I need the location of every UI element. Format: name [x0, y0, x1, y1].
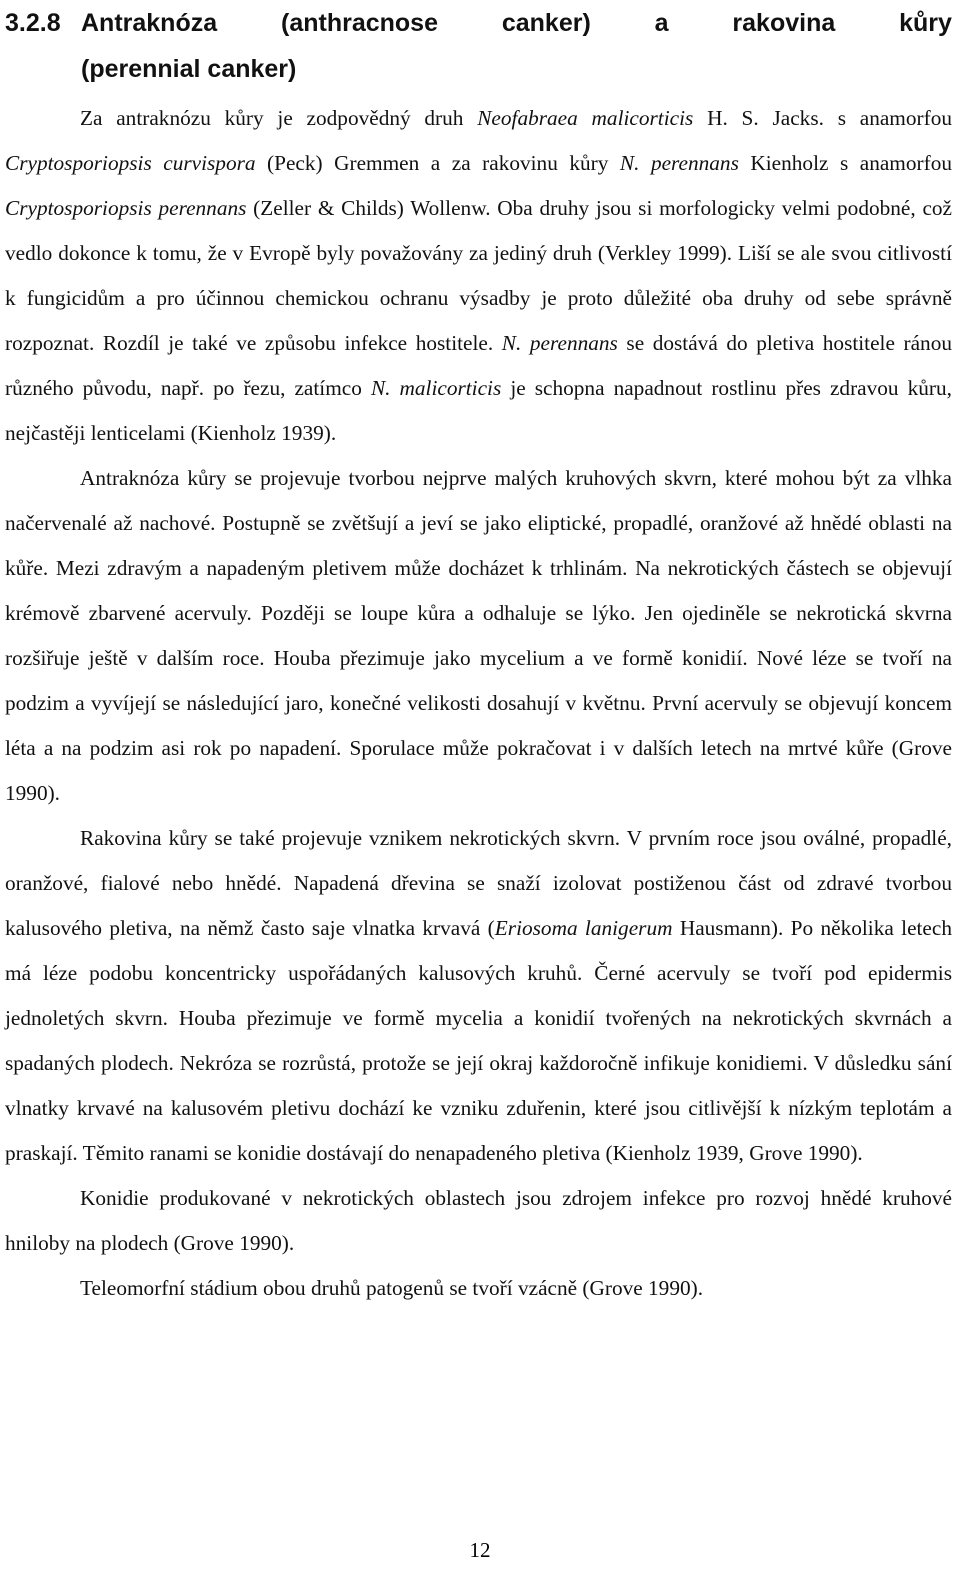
text-run: Za antraknózu kůry je zodpovědný druh — [80, 106, 478, 130]
section-number: 3.2.8 — [5, 9, 61, 37]
text-run: je schopna napadnout rostlinu přes zdravou kůru, nejčastěji lenticelami (Kienholz 1939). — [5, 376, 952, 445]
title-word: rakovina — [732, 9, 836, 37]
species-name: N. perennans — [619, 151, 739, 175]
section-heading — [5, 0, 952, 92]
text-run: Rakovina kůry se také projevuje vznikem nekrotických skvrn. V prvním roce jsou oválné, propadlé, oranžové, fialové nebo hnědé. Napadená dřevina se snaží izolovat postiženou část od zdravé tvorbou kalusového pletiva, na němž často saje vlnatka krvavá ( — [5, 826, 952, 940]
title-word: canker) — [501, 9, 591, 37]
section-title — [81, 0, 952, 92]
species-name: Eriosoma lanigerum — [494, 916, 673, 940]
paragraph-4: Konidie produkované v nekrotických oblastech jsou zdrojem infekce pro rozvoj hnědé kruhové hniloby na plodech (Grove 1990). — [5, 1186, 952, 1255]
title-word: a — [654, 9, 669, 37]
text-run: Hausmann). Po několika letech má léze podobu koncentricky uspořádaných kalusových kruhů. Černé acervuly se tvoří pod epidermis jednoletých skvrn. Houba přezimuje ve formě mycelia a konidií tvořených na nekrotických skvrnách a spadaných plodech. Nekróza se rozrůstá, protože se její okraj každoročně infikuje konidiemi. V důsledku sání vlnatky krvavé na kalusovém pletivu dochází ke vzniku zduřenin, které jsou citlivější k nízkým teplotám a praskají. Těmito ranami se konidie dostávají do nenapadeného pletiva (Kienholz 1939, Grove 1990). — [5, 916, 952, 1165]
paragraph-1 — [5, 96, 952, 456]
title-word: Antraknóza — [81, 9, 218, 37]
species-name: Neofabraea malicorticis — [477, 106, 694, 130]
text-run: H. S. Jacks. s anamorfou — [693, 106, 953, 130]
species-name: N. perennans — [501, 331, 618, 355]
species-name: Cryptosporiopsis perennans — [5, 196, 247, 220]
species-name: N. malicorticis — [370, 376, 502, 400]
text-run: Kienholz s anamorfou — [738, 151, 952, 175]
title-word: (anthracnose — [281, 9, 438, 37]
text-run: (Peck) Gremmen a za rakovinu kůry — [255, 151, 620, 175]
title-word: kůry — [899, 9, 952, 37]
species-name: Cryptosporiopsis curvispora — [5, 151, 256, 175]
section-title-line1 — [81, 0, 952, 46]
text-run: se dostává do pletiva hostitele ránou různého původu, např. po řezu, zatímco — [5, 331, 952, 400]
text-run: (Zeller & Childs) Wollenw. Oba druhy jsou si morfologicky velmi podobné, což vedlo dokonce k tomu, že v Evropě byly považovány za jediný druh (Verkley 1999). Liší se ale svou citlivostí k fungicidům a pro účinnou chemickou ochranu výsadby je proto důležité oba druhy od sebe správně rozpoznat. Rozdíl je také ve způsobu infekce hostitele. — [5, 196, 952, 355]
paragraph-3 — [5, 816, 952, 1176]
section-title-line2: (perennial canker) — [81, 55, 297, 83]
document-page — [5, 0, 952, 1311]
paragraph-2: Antraknóza kůry se projevuje tvorbou nejprve malých kruhových skvrn, které mohou být za vlhka načervenalé až nachové. Postupně se zvětšují a jeví se jako eliptické, propadlé, oranžové až hnědé oblasti na kůře. Mezi zdravým a napadeným pletivem může docházet k trhlinám. Na nekrotických částech se objevují krémově zbarvené acervuly. Později se loupe kůra a odhaluje se lýko. Jen ojediněle se nekrotická skvrna rozšiřuje ještě v dalším roce. Houba přezimuje jako mycelium a ve formě konidií. Nové léze se tvoří na podzim a vyvíjejí se následující jaro, konečné velikosti dosahují v květnu. První acervuly se objevují koncem léta a na podzim asi rok po napadení. Sporulace může pokračovat i v dalších letech na mrtvé kůře (Grove 1990). — [5, 466, 952, 805]
page-number: 12 — [469, 1538, 491, 1562]
paragraph-5: Teleomorfní stádium obou druhů patogenů se tvoří vzácně (Grove 1990). — [80, 1276, 704, 1300]
